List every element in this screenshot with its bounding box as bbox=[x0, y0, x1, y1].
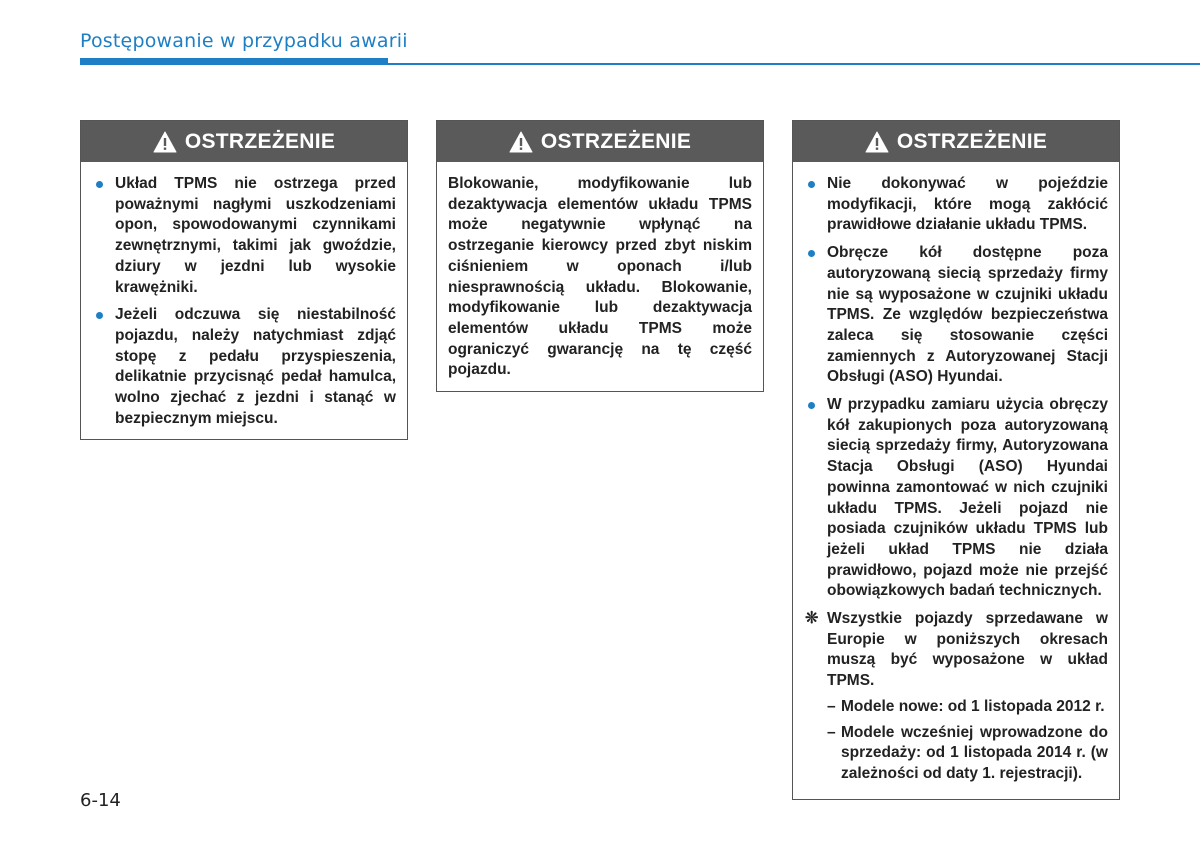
warning-bullet-item bbox=[805, 174, 1108, 236]
dash-list-text: Modele wcześniej wprowadzone do sprzedaży: od 1 listopada 2014 r. (w zależności od daty 1. rejestracji). bbox=[841, 723, 1108, 782]
warning-bullet-text: Układ TPMS nie ostrzega przed poważnymi nagłymi uszkodzeniami opon, spowodowanymi czynnikami zewnętrznymi, takimi jak gwoździe, dziury w jezdni lub wysokie krawężniki. bbox=[115, 175, 396, 296]
warning-paragraph: Blokowanie, modyfikowanie lub dezaktywacja elementów układu TPMS może negatywnie wpłynąć na ostrzeganie kierowcy przed zbyt niskim ciśnieniem w oponach i/lub niesprawnością układu. Blokowanie, modyfikowanie lub dezaktywacja elementów układu TPMS może ograniczyć gwarancję na tę część pojazdu. bbox=[448, 175, 752, 379]
dash-list-text: Modele nowe: od 1 listopada 2012 r. bbox=[841, 697, 1105, 715]
dash-list-item bbox=[805, 697, 1108, 718]
warning-body bbox=[793, 162, 1119, 799]
header-rule-accent bbox=[80, 58, 388, 65]
bullet-icon bbox=[808, 402, 815, 409]
warning-body bbox=[437, 162, 763, 391]
warning-bullet-text: Jeżeli odczuwa się niestabilność pojazdu, należy natychmiast zdjąć stopę z pedału przyspieszenia, delikatnie przycisnąć pedał hamulca, wolno zjechać z jezdni i stanąć w bezpiecznym miejscu. bbox=[115, 306, 396, 427]
warning-bullet-item bbox=[93, 174, 396, 298]
warning-heading-text: OSTRZEŻENIE bbox=[184, 129, 336, 153]
warning-triangle-icon bbox=[153, 131, 177, 153]
dash-marker: – bbox=[827, 723, 836, 741]
header-title: Postępowanie w przypadku awarii bbox=[80, 30, 408, 52]
dash-marker: – bbox=[827, 697, 836, 715]
header-rule bbox=[388, 63, 1200, 65]
warning-heading-text: OSTRZEŻENIE bbox=[896, 129, 1048, 153]
bullet-icon bbox=[96, 181, 103, 188]
warning-heading-text: OSTRZEŻENIE bbox=[540, 129, 692, 153]
warning-heading bbox=[437, 121, 763, 162]
warning-heading bbox=[81, 121, 407, 162]
warning-box-2 bbox=[436, 120, 764, 392]
warning-body bbox=[81, 162, 407, 439]
warning-triangle-icon bbox=[865, 131, 889, 153]
page-number: 6-14 bbox=[80, 790, 121, 811]
warning-note bbox=[805, 609, 1108, 692]
warning-bullet-text: Obręcze kół dostępne poza autoryzowaną siecią sprzedaży firmy nie są wyposażone w czujniki układu TPMS. Ze względów bezpieczeństwa zaleca się stosowanie części zamiennych z Autoryzowanej Stacji Obsługi (ASO) Hyundai. bbox=[827, 244, 1108, 386]
warning-bullet-item bbox=[93, 305, 396, 429]
asterisk-note-icon: ❊ bbox=[805, 610, 819, 628]
warning-heading bbox=[793, 121, 1119, 162]
warning-triangle-icon bbox=[509, 131, 533, 153]
warning-bullet-text: Nie dokonywać w pojeździe modyfikacji, które mogą zakłócić prawidłowe działanie układu TPMS. bbox=[827, 175, 1108, 234]
bullet-icon bbox=[96, 312, 103, 319]
dash-list-item bbox=[805, 723, 1108, 785]
warning-bullet-item bbox=[805, 395, 1108, 602]
warning-note-text: Wszystkie pojazdy sprzedawane w Europie w poniższych okresach muszą być wyposażone w układ TPMS. bbox=[827, 610, 1108, 690]
warning-box-3 bbox=[792, 120, 1120, 800]
warning-box-1 bbox=[80, 120, 408, 440]
warning-bullet-text: W przypadku zamiaru użycia obręczy kół zakupionych poza autoryzowaną siecią sprzedaży firmy, Autoryzowana Stacja Obsługi (ASO) Hyundai powinna zamontować w nich czujniki układu TPMS. Jeżeli pojazd nie posiada czujników układu TPMS lub jeżeli układ TPMS nie działa prawidłowo, pojazd może nie przejść obowiązkowych badań technicznych. bbox=[827, 396, 1108, 600]
bullet-icon bbox=[808, 181, 815, 188]
warning-bullet-item bbox=[805, 243, 1108, 388]
bullet-icon bbox=[808, 250, 815, 257]
